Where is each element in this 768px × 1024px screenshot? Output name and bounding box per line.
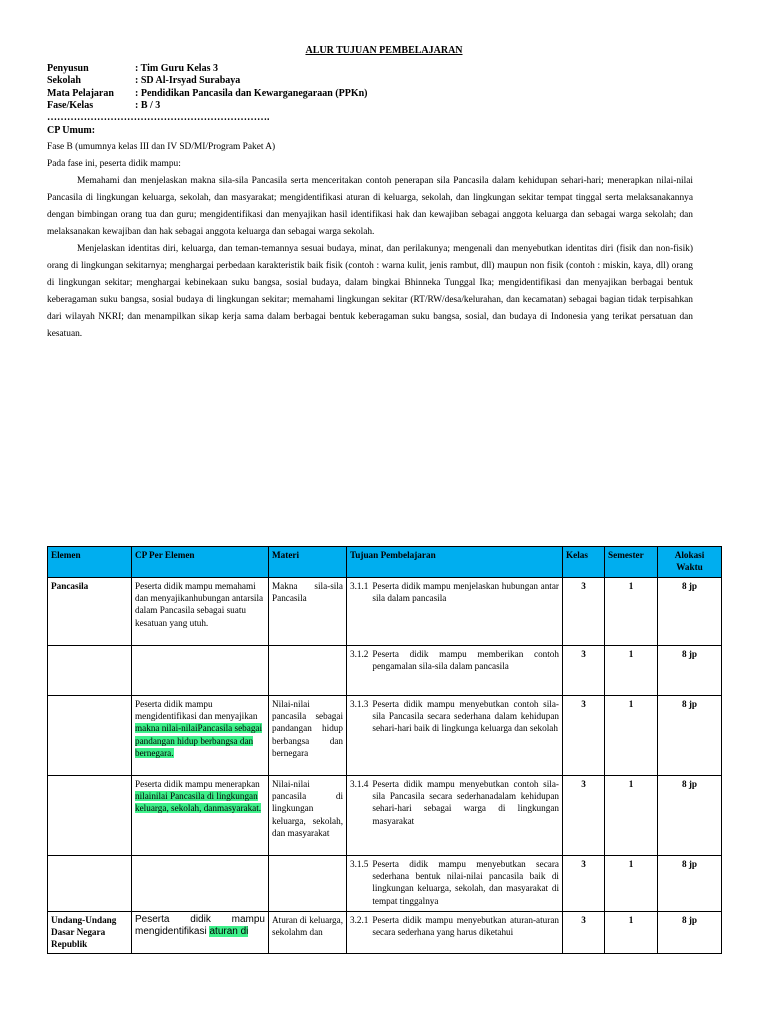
cell-cp <box>132 646 269 696</box>
table-row <box>48 856 722 912</box>
header-semester: Semester <box>605 547 658 578</box>
info-label: Penyusun <box>47 63 89 74</box>
info-label: Mata Pelajaran <box>47 87 114 99</box>
info-label: Fase/Kelas <box>47 99 94 111</box>
header-elemen: Elemen <box>48 547 132 578</box>
info-label: Sekolah <box>47 75 81 87</box>
cp-text: Peserta didik mampu menerapkan <box>135 779 260 789</box>
info-row-fase-kelas <box>47 100 368 112</box>
cell-cp <box>132 776 269 856</box>
info-row-penyusun <box>47 63 368 75</box>
cp-paragraph-2: Menjelaskan identitas diri, keluarga, dan teman-temannya sesuai budaya, minat, dan perilakunya; mengenali dan menyebutkan identitas diri (fisik dan non-fisik) orang di lingkungan sekitarnya; menghargai perbedaan karakteristik baik fisik (contoh : warna kulit, jenis rambut, dll) maupun non fisik (contoh : miskin, kaya, dll) orang di lingkungan sekitar; menghargai kebinekaan suku bangsa, sosial budaya, dalam bingkai Bhinneka Tunggal Ika; mengidentifikasi dan menyajikan berbagai bentuk keberagaman suku bangsa, sosial budaya di lingkungan sekitar; memahami lingkungan sekitar (RT/RW/desa/kelurahan, dan kecamatan) sebagai bagian tidak terpisahkan dari wilayah NKRI; dan menampilkan sikap kerja sama dalam berbagai bentuk keberagaman suku bangsa, sosial, dan budaya di Indonesia yang terikat persatuan dan kesatuan. <box>47 244 693 339</box>
fase-line: Fase B (umumnya kelas III dan IV SD/MI/Program Paket A) <box>47 142 276 152</box>
tp-text: Peserta didik mampu menyebutkan secara sederhana bentuk nilai-nilai pancasila baik di lingkungan keluarga, sekolah, dan masyarakat di tempat tinggalnya <box>372 859 559 906</box>
tp-number: 3.1.5 <box>350 859 369 869</box>
cell-semester: 1 <box>605 912 658 954</box>
tp-number: 3.1.2 <box>350 649 369 659</box>
header-alokasi: Alokasi Waktu <box>658 547 722 578</box>
table-header-row <box>48 547 722 578</box>
intro-line: Pada fase ini, peserta didik mampu: <box>47 159 181 169</box>
cell-materi: Nilai-nilai pancasila sebagai pandangan hidup berbangsa dan bernegara <box>269 696 347 776</box>
tp-text: Peserta didik mampu menyebutkan contoh sila-sila Pancasila secara sederhanadalam kehidupan sehari-hari sebagai warga di lingkungan masyarakat <box>372 779 559 826</box>
tp-number: 3.1.3 <box>350 699 369 709</box>
cell-materi <box>269 646 347 696</box>
cell-kelas: 3 <box>563 578 605 646</box>
cell-tujuan <box>347 646 563 696</box>
info-row-mata-pelajaran <box>47 88 368 100</box>
cell-materi: Makna sila-sila Pancasila <box>269 578 347 646</box>
dotted-separator: …………………………………………………………. <box>47 112 270 124</box>
cp-umum-heading: CP Umum: <box>47 125 96 137</box>
tp-number: 3.1.4 <box>350 779 369 789</box>
cell-kelas: 3 <box>563 912 605 954</box>
cell-elemen <box>48 776 132 856</box>
info-value: : B / 3 <box>135 99 161 111</box>
tp-text: Peserta didik mampu menyebutkan contoh sila-sila Pancasila secara sederhana dalam kehidupan sehari-hari baik di lingkunga keluarga dan sekolah <box>372 699 559 734</box>
cp-paragraph-1: Memahami dan menjelaskan makna sila-sila Pancasila serta menceritakan contoh penerapan sila Pancasila dalam kehidupan sehari-hari; menerapkan nilai-nilai Pancasila di lingkungan keluarga, sekolah, dan masyarakat; mengidentifikasi aturan di keluarga, sekolah, dan lingkungan sekitar tempat tinggal serta melaksanakannya dengan bimbingan orang tua dan guru; mengidentifikasi dan menyajikan hasil identifikasi hak dan kewajiban sebagai anggota keluarga dan sebagai warga sekolah; dan melaksanakan kewajiban dan hak sebagai anggota keluarga dan sebagai warga sekolah. <box>47 176 693 237</box>
cell-alokasi: 8 jp <box>658 646 722 696</box>
cell-alokasi: 8 jp <box>658 856 722 912</box>
cell-semester: 1 <box>605 578 658 646</box>
cell-semester: 1 <box>605 696 658 776</box>
cp-highlight: aturan di <box>209 926 249 938</box>
cp-umum-body <box>47 139 693 343</box>
cell-elemen: Pancasila <box>48 578 132 646</box>
cell-alokasi: 8 jp <box>658 776 722 856</box>
cell-cp: Peserta didik mampu memahami dan menyajikanhubungan antarsila dalam Pancasila sebagai suatu kesatuan yang utuh. <box>132 578 269 646</box>
cell-elemen <box>48 856 132 912</box>
cell-tujuan <box>347 912 563 954</box>
cell-materi: Nilai-nilai pancasila di lingkungan keluarga, sekolah, dan masyarakat <box>269 776 347 856</box>
table-row <box>48 578 722 646</box>
header-materi: Materi <box>269 547 347 578</box>
cell-cp <box>132 696 269 776</box>
cell-semester: 1 <box>605 646 658 696</box>
cell-tujuan <box>347 578 563 646</box>
document-title: ALUR TUJUAN PEMBELAJARAN <box>305 45 463 56</box>
cell-tujuan <box>347 856 563 912</box>
cell-elemen: Undang-Undang Dasar Negara Republik <box>48 912 132 954</box>
table-row <box>48 776 722 856</box>
tp-text: Peserta didik mampu memberikan contoh pengamalan sila-sila dalam pancasila <box>372 649 559 672</box>
tp-number: 3.2.1 <box>350 915 369 925</box>
cp-highlight: nilainilai Pancasila di lingkungan keluarga, sekolah, danmasyarakat. <box>135 791 262 814</box>
cell-alokasi: 8 jp <box>658 912 722 954</box>
cell-kelas: 3 <box>563 776 605 856</box>
info-value: : Pendidikan Pancasila dan Kewarganegaraan (PPKn) <box>135 87 368 99</box>
header-tujuan: Tujuan Pembelajaran <box>347 547 563 578</box>
header-kelas: Kelas <box>563 547 605 578</box>
cell-kelas: 3 <box>563 646 605 696</box>
cell-semester: 1 <box>605 856 658 912</box>
cp-text: Peserta didik mampu mengidentifikasi <box>135 914 265 938</box>
cell-kelas: 3 <box>563 856 605 912</box>
cell-materi <box>269 856 347 912</box>
document-info <box>47 63 368 137</box>
cell-alokasi: 8 jp <box>658 578 722 646</box>
cp-text: Peserta didik mampu mengidentifikasi dan menyajikan <box>135 699 258 722</box>
cell-cp <box>132 912 269 954</box>
cell-tujuan <box>347 696 563 776</box>
table-row <box>48 696 722 776</box>
info-row-sekolah <box>47 75 368 87</box>
tp-number: 3.1.1 <box>350 581 369 591</box>
info-value: : SD Al-Irsyad Surabaya <box>135 75 241 87</box>
atp-table <box>47 546 722 954</box>
cell-elemen <box>48 646 132 696</box>
cell-cp <box>132 856 269 912</box>
cp-highlight: makna nilai-nilaiPancasila sebagai pandangan hidup berbangsa dan bernegara. <box>135 723 263 758</box>
cell-alokasi: 8 jp <box>658 696 722 776</box>
header-cp: CP Per Elemen <box>132 547 269 578</box>
table-row <box>48 912 722 954</box>
cell-elemen <box>48 696 132 776</box>
info-value: : Tim Guru Kelas 3 <box>135 63 218 74</box>
cell-materi: Aturan di keluarga, sekolahm dan <box>269 912 347 954</box>
table-row <box>48 646 722 696</box>
cell-semester: 1 <box>605 776 658 856</box>
tp-text: Peserta didik mampu menyebutkan aturan-aturan secara sederhana yang harus diketahui <box>372 915 559 938</box>
tp-text: Peserta didik mampu menjelaskan hubungan antar sila dalam pancasila <box>372 581 559 604</box>
cell-tujuan <box>347 776 563 856</box>
cell-kelas: 3 <box>563 696 605 776</box>
